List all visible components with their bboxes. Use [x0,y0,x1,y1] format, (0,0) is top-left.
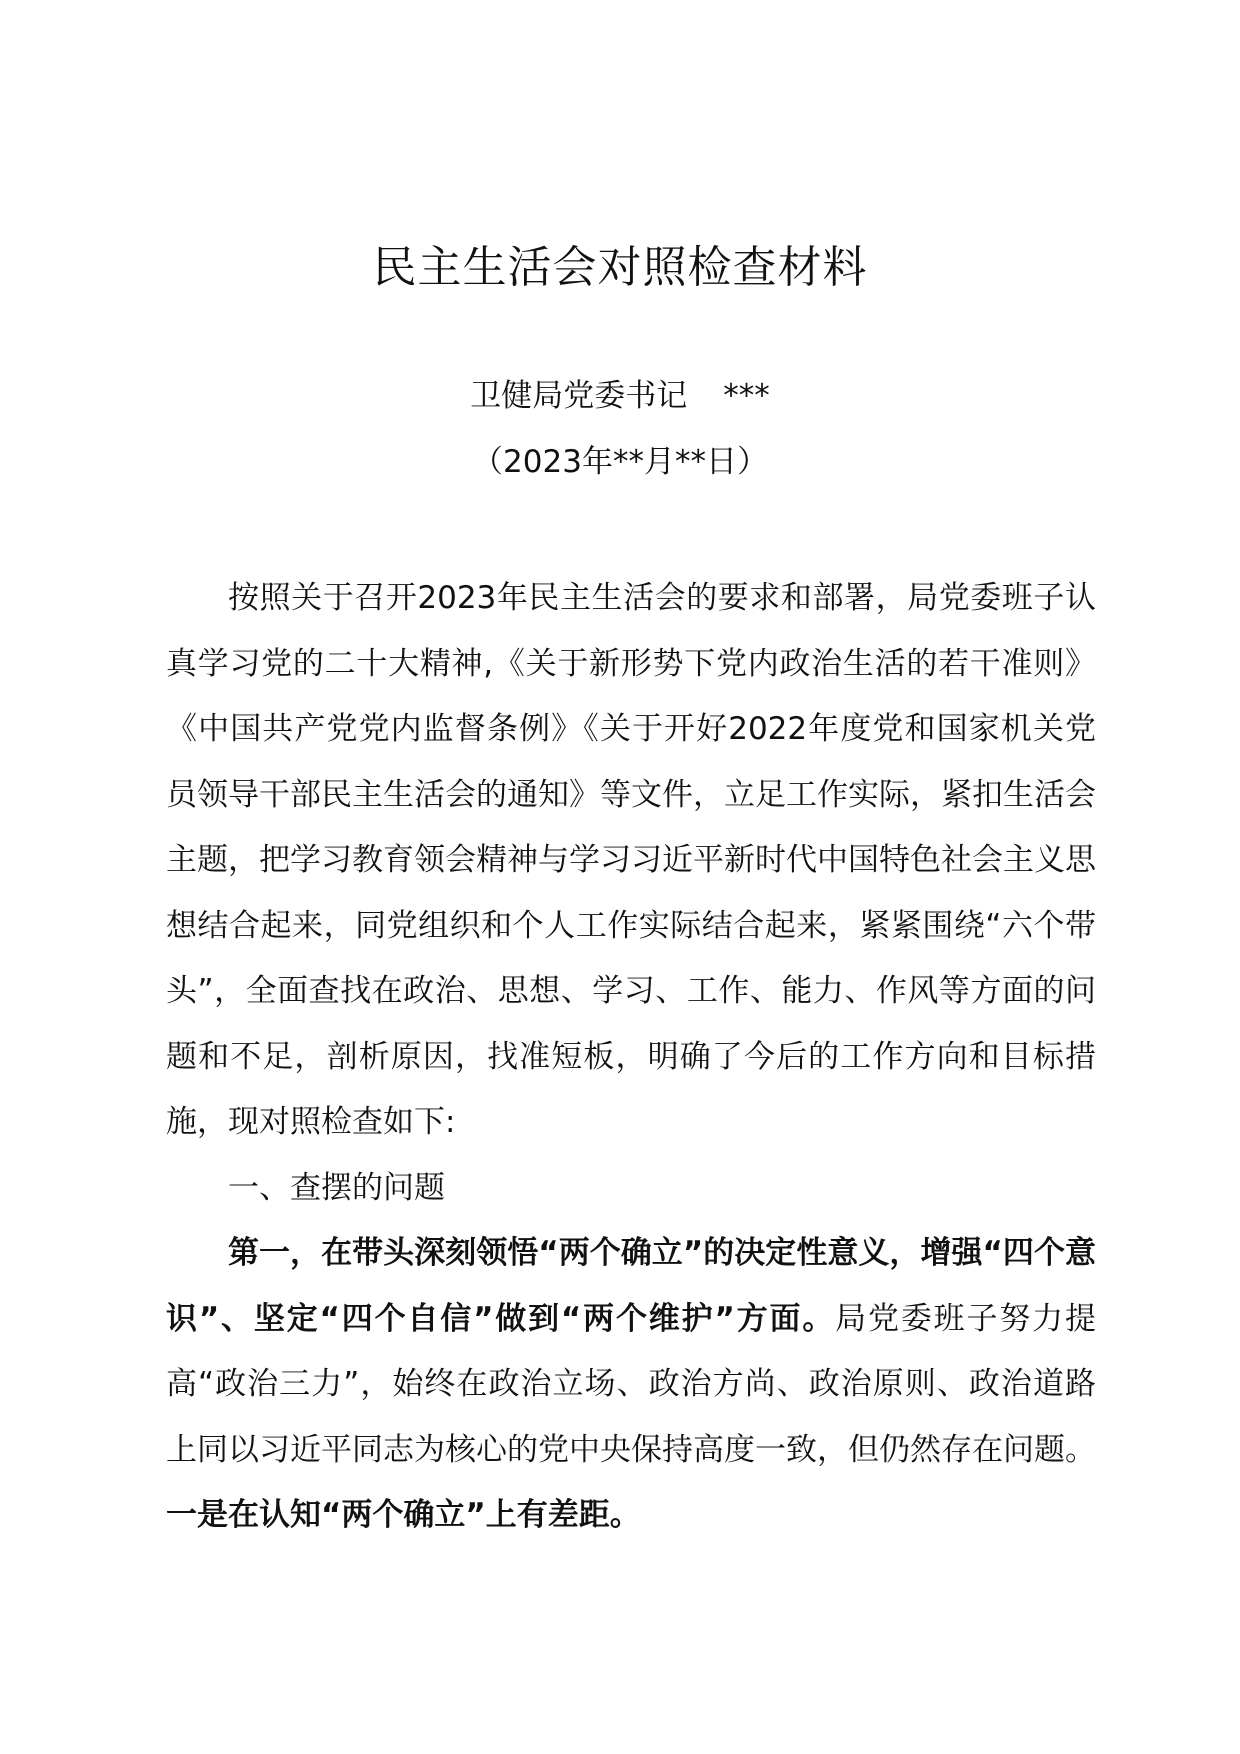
point-one-text: 局党委班子努力提高“政治三力”，始终在政治立场、政治方尚、政治原则、政治道路上同以习近平同志为核心的党中央保持高度一致，但仍然存在问题。 [166,1300,1096,1468]
author-name: *** [723,378,770,414]
point-one-paragraph [166,1221,1096,1549]
document-date: （2023年**月**日） [472,444,768,480]
point-one-subheading: 一是在认知“两个确立”上有差距。 [166,1497,641,1533]
section-heading: 一、查摆的问题 [228,1169,445,1206]
author-line [0,374,1240,418]
document-title: 民主生活会对照检查材料 [372,242,868,293]
intro-paragraph: 按照关于召开2023年民主生活会的要求和部署，局党委班子认真学习党的二十大精神,《关于新形势下党内政治生活的若干准则》《中国共产党党内监督条例》《关于开好2022年度党和国家机关党员领导干部民主生活会的通知》等文件，立足工作实际，紧扣生活会主题，把学习教育领会精神与学习习近平新时代中国特色社会主义思想结合起来，同党组织和个人工作实际结合起来，紧紧围绕“六个带头”，全面查找在政治、思想、学习、工作、能力、作风等方面的问题和不足，剖析原因，找准短板，明确了今后的工作方向和目标措施，现对照检查如下: [166,580,1096,1140]
document-body [166,566,1096,1549]
author-role: 卫健局党委书记 [470,378,688,414]
point-one-heading: 第一，在带头深刻领悟“两个确立”的决定性意义，增强“四个意识”、坚定“四个自信”做到“两个维护”方面。 [166,1235,1096,1337]
